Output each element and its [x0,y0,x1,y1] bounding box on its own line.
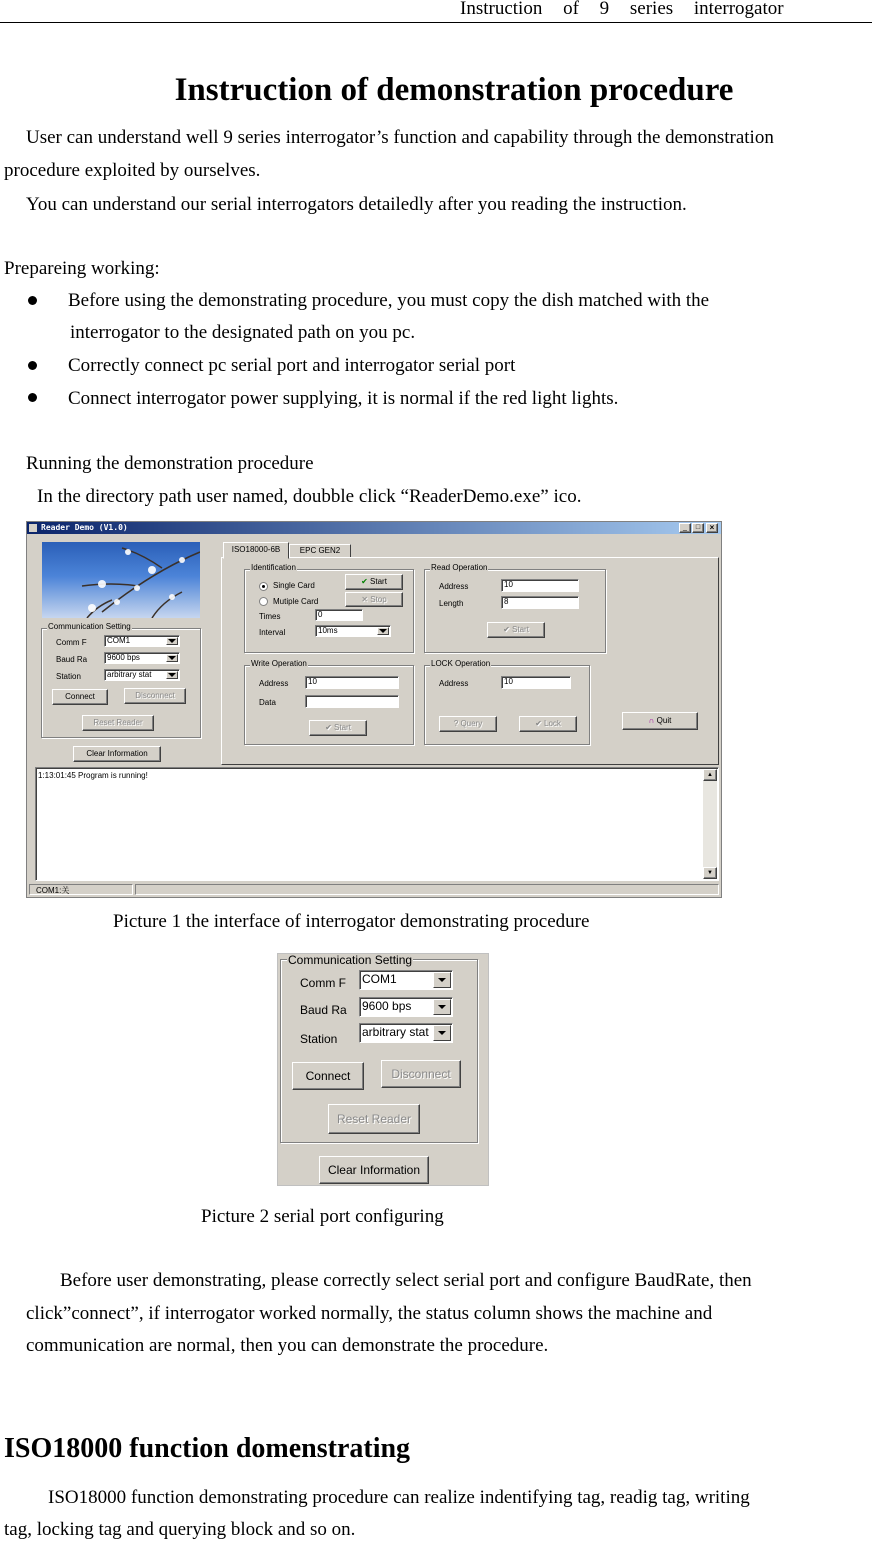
serial-config-screenshot [277,953,489,1186]
status-bar-main [135,884,719,895]
intro-line-1: User can understand well 9 series interrogator’s function and capability through the demonstration [26,127,774,148]
read-operation-group [424,563,606,653]
snow-tree-photo [42,542,200,618]
reader-demo-screenshot [26,521,722,898]
comm-port-select[interactable] [104,635,180,647]
group-legend: Communication Setting [288,953,413,967]
log-line: 1:13:01:45 Program is running! [38,771,148,780]
single-card-radio[interactable] [259,582,268,591]
select-value: COM1 [107,636,131,645]
multiple-card-radio[interactable] [259,597,268,606]
write-address-label: Address [259,679,289,688]
clear-information-button[interactable]: Clear Information [319,1156,429,1184]
button-label: Start [334,723,351,732]
write-operation-group [244,659,414,745]
quit-button[interactable] [622,712,698,730]
chevron-down-icon [166,637,178,645]
read-length-label: Length [439,599,464,608]
bullet-dot [28,361,37,370]
scrollbar[interactable] [703,769,717,879]
close-icon[interactable]: × [706,523,718,533]
station-select[interactable] [359,1023,453,1043]
tab-panel [221,557,719,765]
scroll-down-icon[interactable]: ▼ [703,867,717,879]
disconnect-button[interactable]: Disconnect [381,1060,461,1088]
select-value: 9600 bps [362,999,412,1013]
interval-label: Interval [259,628,286,637]
check-icon: ✔ [503,625,510,634]
button-label: Quit [656,716,672,725]
bullet-3: Connect interrogator power supplying, it is normal if the red light lights. [68,388,619,409]
stop-icon: ✕ [361,595,368,604]
station-label: Station [56,672,81,681]
app-icon [29,524,37,532]
check-icon: ✔ [535,719,542,728]
disconnect-button[interactable]: Disconnect [124,688,186,704]
bullet-dot [28,393,37,402]
bullet-dot [28,296,37,305]
tab-iso18000-6b[interactable]: ISO18000-6B [223,542,289,559]
identify-stop-button[interactable] [345,592,403,607]
check-icon: ✔ [325,723,332,732]
intro-line-3: You can understand our serial interrogators detailedly after you reading the instruction. [26,194,687,215]
title-bar [27,522,721,534]
chevron-down-icon [377,627,389,635]
single-card-label: Single Card [273,581,315,590]
identify-start-button[interactable] [345,574,403,590]
group-legend: Communication Setting [48,622,131,631]
button-label: Lock [544,719,561,728]
before-line-3: communication are normal, then you can demonstrate the procedure. [26,1335,549,1356]
select-value: arbitrary stat [107,670,152,679]
intro-line-2: procedure exploited by ourselves. [4,160,261,181]
chevron-down-icon [166,671,178,679]
baud-rate-label: Baud Ra [56,655,88,664]
before-line-2: click”connect”, if interrogator worked normally, the status column shows the machine and [26,1303,713,1324]
preparing-heading: Prepareing working: [4,258,160,279]
select-value: arbitrary stat [362,1025,429,1039]
comm-port-select[interactable] [359,970,453,990]
running-text: In the directory path user named, doubble click “ReaderDemo.exe” ico. [37,486,582,507]
comm-port-label: Comm F [56,638,87,647]
running-heading: Running the demonstration procedure [26,453,314,474]
tab-epc-gen2[interactable]: EPC GEN2 [289,544,351,558]
iso-text-line-1: ISO18000 function demonstrating procedure can realize indentifying tag, readig tag, writing [48,1487,750,1508]
quit-icon: ∩ [648,716,655,725]
maximize-icon[interactable]: □ [692,523,704,533]
select-value: COM1 [362,972,397,986]
lock-address-label: Address [439,679,469,688]
clear-information-button[interactable]: Clear Information [73,746,161,762]
select-value: 9600 bps [107,653,140,662]
reset-reader-button[interactable]: Reset Reader [82,715,154,731]
section-heading-iso18000: ISO18000 function domenstrating [4,1433,411,1464]
interval-select[interactable] [315,625,391,637]
group-legend: Read Operation [431,563,488,572]
bullet-2: Correctly connect pc serial port and interrogator serial port [68,355,516,376]
communication-group [280,953,478,1143]
select-value: 10ms [318,626,338,635]
page-title: Instruction of demonstration procedure [174,72,734,108]
multiple-card-label: Mutiple Card [273,597,319,606]
button-label: Stop [370,595,387,604]
query-button[interactable] [439,716,497,732]
caption-picture-1: Picture 1 the interface of interrogator demonstrating procedure [113,911,590,932]
write-address-input[interactable]: 10 [305,676,399,689]
bullet-1-line-2: interrogator to the designated path on you pc. [70,322,416,343]
baud-rate-select[interactable] [359,997,453,1017]
caption-picture-2: Picture 2 serial port configuring [201,1206,444,1227]
chevron-down-icon [433,1025,451,1041]
times-label: Times [259,612,281,621]
bullet-1-line-1: Before using the demonstrating procedure, you must copy the dish matched with the [68,290,710,311]
status-bar-port: COM1:关 [29,884,133,895]
iso-text-line-2: tag, locking tag and querying block and so on. [4,1519,356,1540]
communication-group [41,622,201,738]
baud-rate-select[interactable] [104,652,180,664]
lock-operation-group [424,659,590,745]
chevron-down-icon [433,972,451,988]
button-label: Query [460,719,483,728]
branch-illustration [42,542,200,618]
lock-button[interactable] [519,716,577,732]
read-length-input[interactable]: 8 [501,596,579,609]
write-start-button[interactable] [309,720,367,736]
group-legend: Identification [251,563,296,572]
minimize-icon[interactable]: _ [679,523,691,533]
write-data-input[interactable] [305,695,399,708]
window-title: Reader Demo (V1.0) [41,523,128,532]
header-rule [0,22,872,23]
before-line-1: Before user demonstrating, please correctly select serial port and configure BaudRate, then [60,1270,752,1291]
button-label: Start [370,577,387,586]
chevron-down-icon [433,999,451,1015]
log-area[interactable] [35,767,719,881]
read-address-label: Address [439,582,469,591]
read-start-button[interactable] [487,622,545,638]
group-legend: Write Operation [251,659,307,668]
station-select[interactable] [104,669,180,681]
station-label: Station [300,1032,338,1046]
connect-button[interactable]: Connect [52,689,108,705]
write-data-label: Data [259,698,276,707]
chevron-down-icon [166,654,178,662]
scroll-up-icon[interactable]: ▲ [703,769,717,781]
reset-reader-button[interactable]: Reset Reader [328,1104,420,1134]
comm-port-label: Comm F [300,976,346,990]
button-label: Start [512,625,529,634]
identification-group [244,563,414,653]
baud-rate-label: Baud Ra [300,1003,347,1017]
lock-address-input[interactable]: 10 [501,676,571,689]
times-input[interactable]: 0 [315,609,363,621]
group-legend: LOCK Operation [431,659,491,668]
check-icon: ✔ [361,577,368,586]
query-icon: ? [453,719,459,728]
connect-button[interactable]: Connect [292,1062,364,1090]
running-header: Instruction of 9 series interrogator [460,0,784,19]
read-address-input[interactable]: 10 [501,579,579,592]
